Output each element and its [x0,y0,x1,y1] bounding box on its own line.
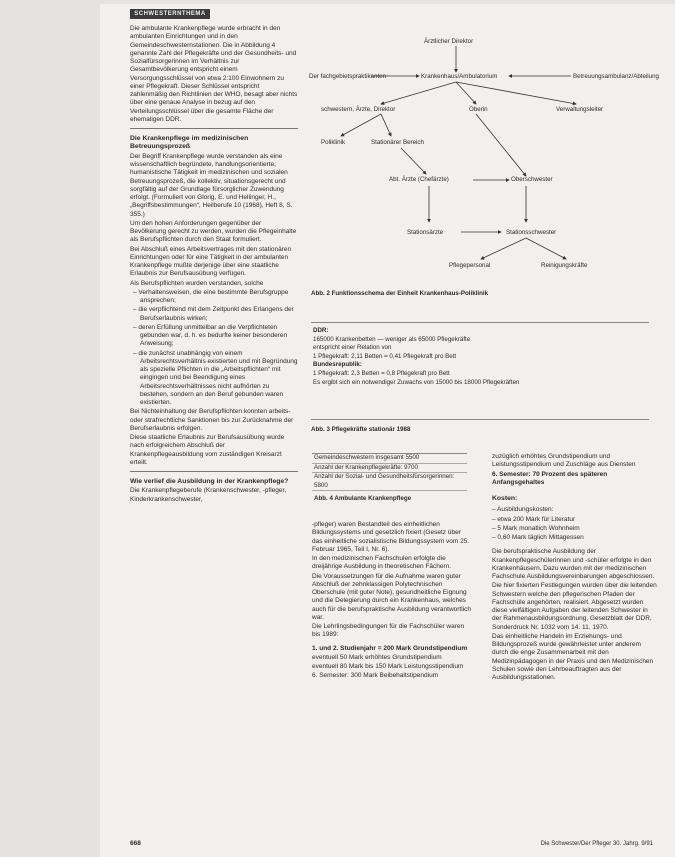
page-number: 668 [130,840,141,847]
diagram-node: Oberin [469,106,488,113]
diagram-node: Stationsärzte [407,229,444,236]
diagram-node: Oberschwester [511,176,553,183]
list-item: – deren Erfüllung unmittelbar an die Verpflichteten gebunden war, d. h. es bedurfte keiner besonderen Anweisung; [133,323,288,348]
paragraph: Diese staatliche Erlaubnis zur Berufsausübung wurde nach erfolgreichem Abschluß der Krankenpflegeausbildung vom zuständigen Kreisarzt erteilt. [130,434,285,466]
paragraph: Die Krankenpflegeberufe (Krankenschwester, -pfleger, Kinderkrankenschwester, [130,487,287,503]
diagram-node: Pflegepersonal [449,262,491,269]
statistics-box [311,322,649,420]
right-column [492,453,658,683]
diagram-node: Abt. Ärzte (Chefärzte) [389,176,449,183]
paragraph: 1. und 2. Studienjahr = 200 Mark Grundstipendium [312,644,468,652]
journal-footer: Die Schwester/Der Pfleger 30. Jahrg. 9/91 [540,841,653,847]
diagram-node: Betreuungsambulanz/Abteilung [573,73,659,80]
org-diagram [311,24,665,286]
section-heading: Wie verlief die Ausbildung in der Krankenpflege? [130,478,289,486]
figure-caption: Abb. 3 Pflegekräfte stationär 1988 [311,426,411,433]
diagram-node: Verwaltungsleiter [556,106,604,113]
paragraph: eventuell 80 Mark bis 150 Mark Leistungsstipendium [312,663,464,670]
box-line: 165000 Krankenbetten — weniger als 65000 Pflegekräfte [313,335,471,343]
box-line: 1 Pflegekraft: 2,3 Betten = 0,8 Pflegekraft pro Bett [313,369,450,377]
section-tag: SCHWESTERNTHEMA [130,9,210,19]
divider [130,128,298,129]
paragraph: Bei Nichteinhaltung der Berufspflichten konnten arbeits- oder strafrechtliche Sanktionen bis zur Zurücknahme der Berufserlaubnis erfolgen. [130,408,294,432]
list-item: – etwa 200 Mark für Literatur [492,515,576,523]
diagram-node: Der fachgebietspraktikanten [309,73,387,80]
diagram-node: Krankenhaus/Ambulatorium [421,73,498,80]
paragraph: 6. Semester: 300 Mark Beibehaltstipendium [312,672,439,680]
diagram-node: schwestern, Ärzte, Direktor [321,106,396,113]
diagram-node: Ärztlicher Direktor [424,38,474,45]
list-item: – 5 Mark monatlich Wohnheim [492,524,580,532]
ambulatory-table [312,453,467,504]
figure-caption: Abb. 4 Ambulante Krankenpflege [314,495,412,503]
paragraph: Um den hohen Anforderungen gegenüber der Bevölkerung gerecht zu werden, wurden die Pflegeinhalte als Berufspflichten durch den Staat formuliert. [130,219,297,244]
paragraph: Die Lehrlingsbedingungen für die Fachschüler waren bis 1989: [312,623,465,639]
box-line: Bundesrepublik: [313,361,362,369]
box-line: Es ergibt sich ein notwendiger Zuwachs von 15000 bis 18000 Pflegekräften [313,378,520,386]
paragraph: 6. Semester: 70 Prozent des späteren Anfangsgehaltes [492,470,608,486]
paragraph: Bei Abschluß eines Arbeitsvertrages mit den stationären Einrichtungen oder für eine Tätigkeit in der ambulanten Krankenpflege mußte derjenige über eine staatliche Erlaubnis zur Berufsausübung verfügen. [130,245,292,278]
diagram-node: Poliklinik [321,139,346,146]
section-heading: Die Krankenpflege im medizinischen Betreuungsprozeß [130,135,249,151]
list-item: – die zunächst unabhängig von einem Arbeitsrechtsverhältnis existierten und mit Begründung als spezielle Pflichten in die „Arbeitspflichten“ mit eingingen und bei Beendigung eines Arbeitsrechtsverhältnisses nicht aufhörten zu bestehen, sondern an den Beruf gebunden waren existierten. [133,349,298,407]
paragraph: Die berufspraktische Ausbildung der Krankenpflegeschülerinnen und -schüler erfolgte in den Krankenhäusern. Dazu wurden mit der medizinischen Fachschule Ausbildungsvereinbarungen abgeschlossen. [492,548,655,581]
box-line: 1 Pflegekraft: 2,11 Betten = 0,41 Pflegekraft pro Bett [313,352,457,360]
left-column [130,25,298,505]
diagram-node: Reinigungskräfte [541,262,588,269]
paragraph: eventuell 50 Mark erhöhtes Grundstipendium [312,653,442,661]
list-item: – Verhaltensweisen, die eine bestimmte Berufsgruppe ansprechen; [133,288,289,305]
paragraph: zuzüglich erhöhtes Grundstipendium und Leistungsstipendium und Zuschläge aus Diensten [492,453,636,469]
paragraph: Die hier fixierten Festlegungen wurden über die leitenden Schwestern welche den pflegerischen Pfaden der Fachschüle angehörten, realisiert. Abgesetzt wurden diese vielfältigen Aufgaben der leitenden Schwester in der Rahmenausbildungsordnung, Gesetzblatt der DDR, Sonderdruck Nr. 1032 vom 14. 11. 1970. [492,582,657,631]
paragraph: -pfleger) waren Bestandteil des einheitlichen Bildungssystems und gesetzlich fixiert (Gesetz über das einheitliche sozialistische Bildungssystem vom 25. Februar 1965, Teil I, Nr. 6). [312,521,470,553]
list-item: – 0,60 Mark täglich Mittagessen [492,534,584,542]
diagram-lines [311,24,665,286]
paragraph: Die Voraussetzungen für die Aufnahme waren guter Abschluß der zehnklassigen Polytechnischen Oberschule (mit guter Note), gesundheitliche Eignung und die Delegierung durch ein Krankenhaus, welches auch für die berufspraktische Ausbildung verantwortlich war. [312,572,471,621]
list-item: – die verpflichtend mit dem Zeitpunkt des Erlangens der Berufserlaubnis wirken; [133,306,294,322]
table-row: Anzahl der Sozial- und Gesundheitsfürsorgerinnen: 5800 [312,473,467,491]
paragraph: Als Berufspflichten wurden verstanden, solche [130,279,264,287]
section-heading: Kosten: [492,495,518,502]
document-page [100,4,675,857]
middle-column [312,521,472,682]
diagram-node: Stationsschwester [506,229,557,236]
paragraph: Die ambulante Krankenpflege wurde erbracht in den ambulanten Einrichtungen und in den Gemeindeschwesternstationen. Die in Abbildung 4 genannte Zahl der Pflegekräfte und der Gesundheits- und Sozialfürsorgerinnen im Verhältnis zur Gesamtbevölkerung entspricht einem Versorgungsschlüssel von etwa 2:100 Einwohnern zu einer Pflegekraft. Dieser Schlüssel entspricht zahlenmäßig den Richtlinien der WHO, besagt aber nichts über eine genaue Analyse in bezug auf den Verteilungsschlüssel über die gesamte Fläche der ehemaligen DDR. [130,25,298,123]
figure-caption: Abb. 2 Funktionsschema der Einheit Krankenhaus-Poliklinik [311,290,489,297]
paragraph: Der Begriff Krankenpflege wurde verstanden als eine wissenschaftlich begründete, handlungsorientierte, humanistische Tätigkeit im medizinischen und sozialen Betreuungsprozeß, die kollektiv, situationsgerecht und sorgfältig auf der Grundlage fürsorglicher Zuwendung erfolgt. (Formuliert von Glorig, E. und Hellinger, H., „Begriffsbestimmungen“, Heilberufe 10 (1968), Heft 8, S. 355.) [130,152,293,218]
box-line: entspricht einer Relation von [313,344,392,352]
table-row: Anzahl der Krankenpflegekräfte: 9700 [312,464,467,474]
list-item: – Ausbildungskosten: [492,506,554,514]
paragraph: Das einheitliche Handeln im Erziehungs- und Bildungsprozeß wurde gewährleistet unter anderem durch die enge Zusammenarbeit mit den Medizinpädagogen in der Praxis und den Medizinischen Schulen sowie den Lehrbeauftragten aus der Ausbildungsstationen. [492,632,654,682]
paragraph: In den medizinischen Fachschulen erfolgte die dreijährige Ausbildung in theoretischen Fächern. [312,555,452,571]
table-row: Gemeindeschwestern insgesamt 5500 [312,454,467,464]
box-line: DDR: [313,327,329,334]
diagram-node: Stationärer Bereich [371,139,424,146]
divider [130,471,298,472]
